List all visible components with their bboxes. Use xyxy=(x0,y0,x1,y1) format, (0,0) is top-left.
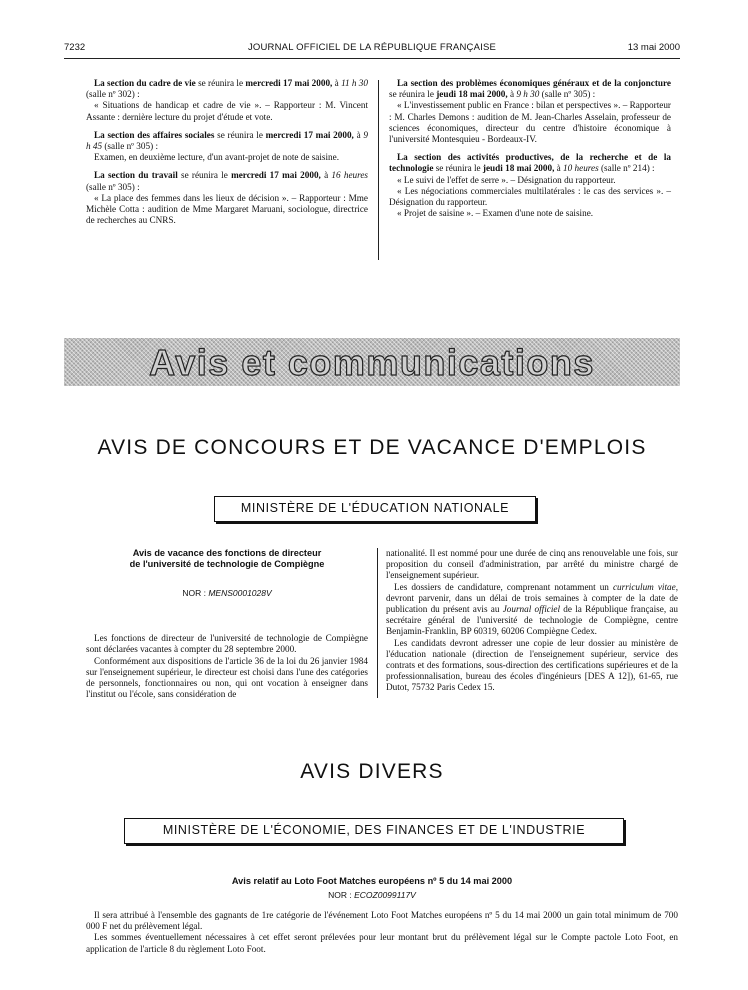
session-lead: La section du travail se réunira le mercredi 17 mai 2000, à 16 heures (salle nº 305) : xyxy=(86,170,369,192)
session-item: Examen, en deuxième lecture, d'un avant-projet de note de saisine. xyxy=(94,152,340,163)
issue-date: 13 mai 2000 xyxy=(627,42,680,53)
sessions-left-column xyxy=(86,78,368,226)
notice-paragraph: Les dossiers de candidature, comprenant notamment un curriculum vitae, devront parvenir, dans un délai de trois semaines à compter de la date de publication du présent avis au Journal officiel de la République française, au secrétaire général de l'université de technologie de Compiègne, centre Benjamin-Franklin, BP 60319, 60206 Compiègne Cedex. xyxy=(386,581,679,637)
session-item: « Projet de saisine ». – Examen d'une note de saisine. xyxy=(397,208,594,219)
notice-paragraph: Il sera attribué à l'ensemble des gagnants de 1re catégorie de l'événement Loto Foot Matches européens nº 5 du 14 mai 2000 un gain total minimum de 700 000 F net du prélèvement légal. xyxy=(86,910,678,932)
session-lead: La section du cadre de vie se réunira le mercredi 17 mai 2000, à 11 h 30 (salle nº 302) : xyxy=(86,78,368,100)
session-item: « Situations de handicap et cadre de vie ». – Rapporteur : M. Vincent Assante : dernière lecture du projet d'étude et vote. xyxy=(86,100,368,122)
running-header xyxy=(64,42,680,59)
session-lead: La section des problèmes économiques généraux et de la conjoncture se réunira le jeudi 18 mai 2000, à 9 h 30 (salle nº 305) : xyxy=(389,78,671,100)
notice-paragraph: Les candidats devront adresser une copie de leur dossier au ministère de l'éducation nationale (direction de l'enseignement supérieur, service des contrats et des formations, sous-direction des certifications supérieures et de la professionnalisation, bureau des écoles d'ingénieurs [DES A 12]), 61-65, rue Dutot, 75732 Paris Cedex 15. xyxy=(386,637,678,693)
loto-notice-body xyxy=(86,910,678,955)
nor-reference: NOR : MENS0001028V xyxy=(182,588,272,598)
column-divider xyxy=(377,548,378,698)
session-lead: La section des affaires sociales se réunira le mercredi 17 mai 2000, à 9 h 45 (salle nº 305) : xyxy=(86,129,368,152)
column-divider xyxy=(378,80,379,260)
sessions-block xyxy=(86,78,680,268)
sessions-right-column xyxy=(389,78,671,219)
session-lead: La section des activités productives, de la recherche et de la technologie se réunira le jeudi 18 mai 2000, à 10 heures (salle nº 214) : xyxy=(389,152,671,174)
ministry-name: MINISTÈRE DE L'ÉCONOMIE, DES FINANCES ET DE L'INDUSTRIE xyxy=(162,823,586,837)
journal-title: JOURNAL OFFICIEL DE LA RÉPUBLIQUE FRANÇAISE xyxy=(247,42,497,53)
notice-paragraph: nationalité. Il est nommé pour une durée de cinq ans renouvelable une fois, sur proposition du conseil d'administration, par arrêté du ministre chargé de l'enseignement supérieur. xyxy=(386,548,678,581)
concours-section-title: AVIS DE CONCOURS ET DE VACANCE D'EMPLOIS xyxy=(97,436,647,459)
notice-paragraph: Les fonctions de directeur de l'université de technologie de Compiègne sont déclarées vacantes à compter du 28 septembre 2000. xyxy=(86,633,368,655)
session-item: « Les négociations commerciales multilatérales : le cas des services ». – Désignation du rapporteur. xyxy=(389,185,671,208)
notice-paragraph: Les sommes éventuellement nécessaires à cet effet seront prélevées pour leur montant brut du prélèvement légal sur le Compte pactole Loto Foot, en application de l'article 8 du règlement Loto Foot. xyxy=(86,932,678,954)
nor-reference: NOR : ECOZ0099117V xyxy=(328,890,416,900)
notice-title: Avis de vacance des fonctions de directeur de l'université de technologie de Compiègne xyxy=(129,548,325,569)
ministry-box-education xyxy=(214,496,536,522)
page-number: 7232 xyxy=(64,42,86,53)
notice-left-column xyxy=(86,548,368,700)
divers-section-title: AVIS DIVERS xyxy=(300,760,444,783)
session-item: « L'investissement public en France : bilan et perspectives ». – Rapporteur : M. Charles Demons : audition de M. Jean-Charles Asselain, professeur de sciences économiques, directeur du centre d'histoire économique à l'université Montesquieu - Bordeaux-IV. xyxy=(389,100,671,145)
session-item: « La place des femmes dans les lieux de décision ». – Rapporteur : Mme Michèle Cotta : audition de Mme Margaret Maruani, sociologue, directrice de recherches au CNRS. xyxy=(86,192,368,226)
ministry-name: MINISTÈRE DE L'ÉDUCATION NATIONALE xyxy=(240,501,510,515)
section-banner xyxy=(64,338,680,386)
session-item: « Le suivi de l'effet de serre ». – Désignation du rapporteur. xyxy=(397,174,616,185)
banner-title: Avis et communications xyxy=(149,342,595,383)
notice-right-column xyxy=(386,548,678,694)
notice-paragraph: Conformément aux dispositions de l'article 36 de la loi du 26 janvier 1984 sur l'enseignement supérieur, le directeur est choisi dans l'une des catégories de personnels, fonctionnaires ou non, qui ont vocation à enseigner dans l'institut ou l'école, sans considération de xyxy=(86,655,368,700)
loto-notice-title: Avis relatif au Loto Foot Matches européens nº 5 du 14 mai 2000 xyxy=(231,876,513,886)
ministry-box-economie xyxy=(124,818,624,844)
